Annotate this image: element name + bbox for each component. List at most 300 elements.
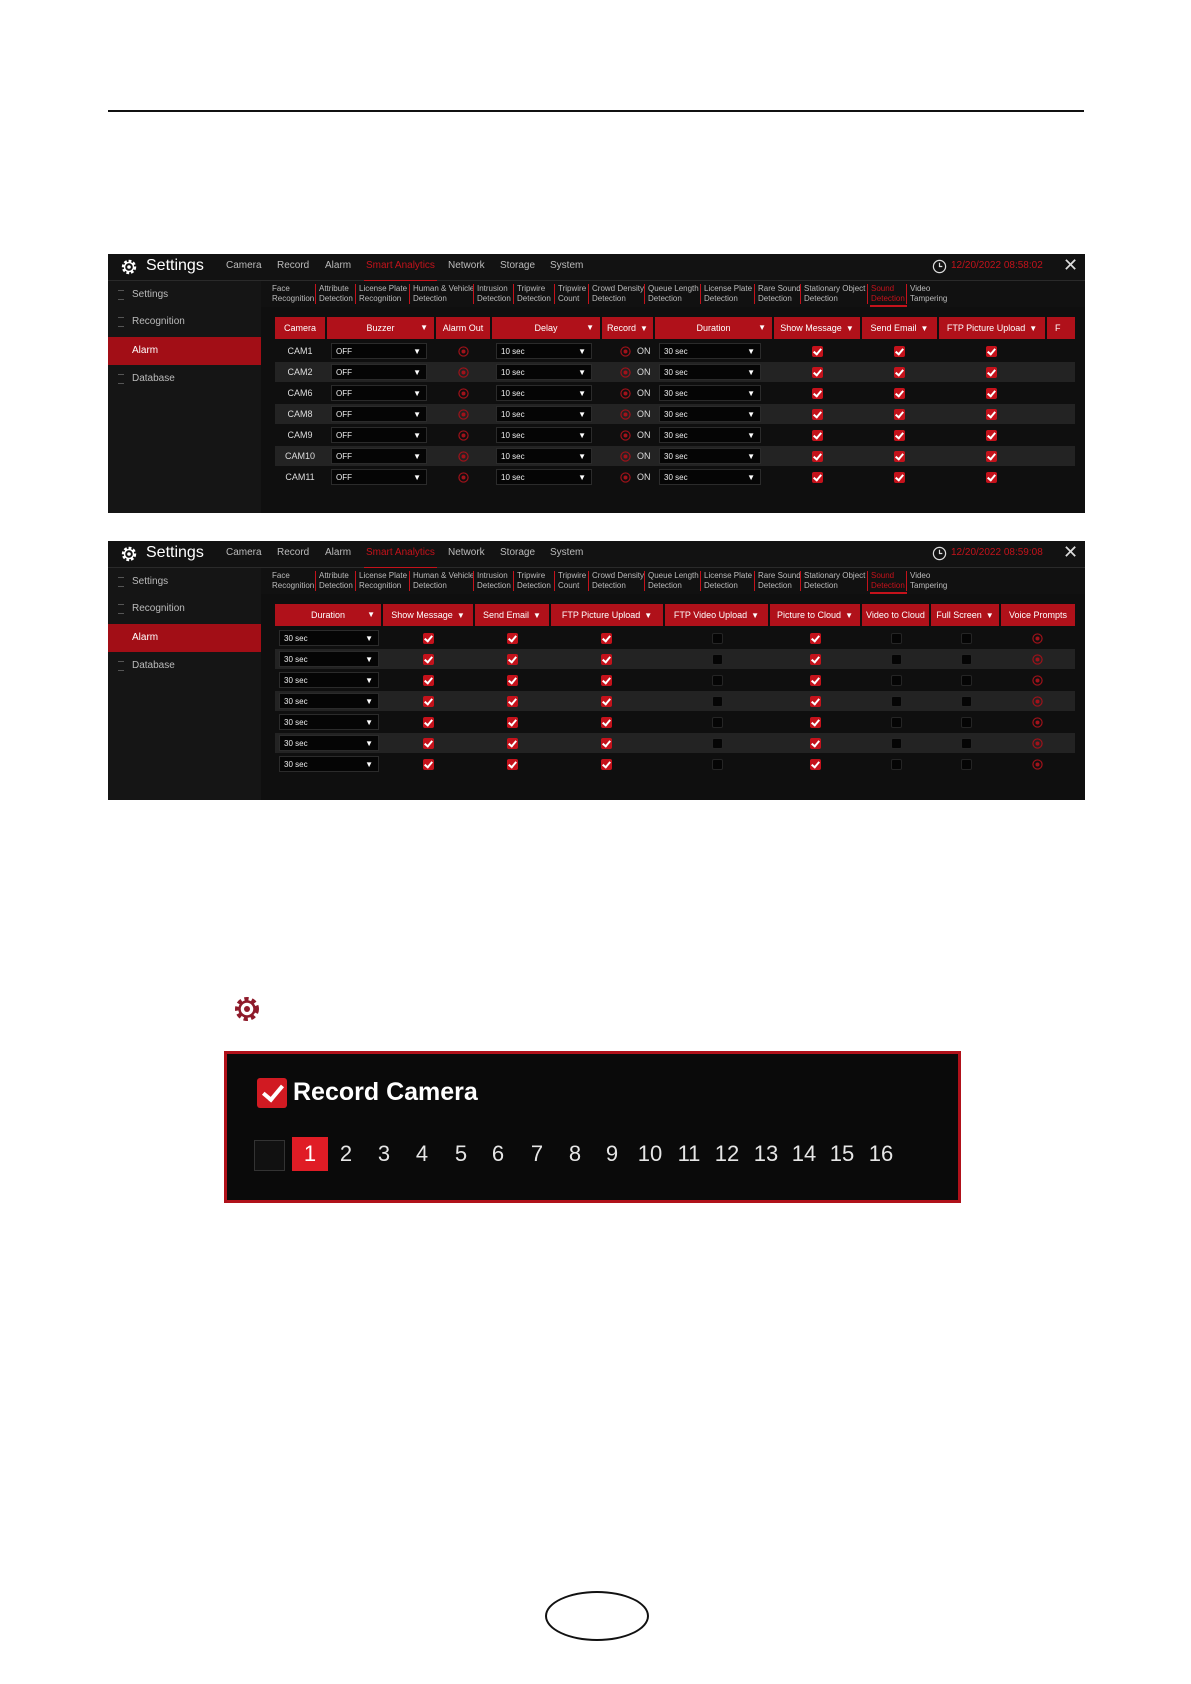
checkbox-checked[interactable] [423, 759, 434, 770]
dropdown-value: 10 sec [501, 389, 525, 398]
list-icon [118, 290, 124, 300]
list-icon [118, 317, 124, 327]
checkbox-checked[interactable] [986, 346, 997, 357]
col-record[interactable]: Record ▼ [602, 317, 653, 339]
table-row [275, 628, 1075, 648]
camera-number-14[interactable]: 14 [791, 1141, 817, 1166]
subtab-license-plate-recognition[interactable]: License Plate Recognition [355, 284, 407, 304]
alarm-out-icon[interactable] [1032, 717, 1043, 728]
checkbox-checked[interactable] [986, 472, 997, 483]
chevron-down-icon: ▼ [747, 452, 755, 461]
alarm-out-icon[interactable] [1032, 759, 1043, 770]
checkbox-unchecked[interactable] [961, 675, 972, 686]
tab-record[interactable]: Record [277, 260, 310, 271]
checkbox-checked[interactable] [986, 451, 997, 462]
chevron-down-icon: ▼ [365, 739, 373, 748]
gear-icon [120, 545, 138, 563]
col-camera: Camera [275, 317, 325, 339]
checkbox-checked[interactable] [507, 696, 518, 707]
col-send-email[interactable]: Send Email ▼ [862, 317, 937, 339]
settings-window-1 [108, 254, 1085, 513]
alarm-out-icon[interactable] [1032, 675, 1043, 686]
dropdown-value: 30 sec [284, 718, 308, 727]
subtab-attribute-detection[interactable]: Attribute Detection [315, 284, 353, 304]
alarm-out-icon[interactable] [458, 346, 469, 357]
tab-network[interactable]: Network [448, 547, 485, 558]
checkbox-checked[interactable] [812, 388, 823, 399]
subtab-tripwire-count[interactable]: Tripwire Count [554, 571, 586, 591]
alarm-out-icon[interactable] [620, 409, 631, 420]
checkbox-checked[interactable] [507, 654, 518, 665]
checkbox-checked[interactable] [601, 738, 612, 749]
buzzer-select[interactable] [331, 448, 427, 464]
checkbox-checked[interactable] [601, 759, 612, 770]
checkbox-checked[interactable] [894, 409, 905, 420]
subtab-crowd-density-detection[interactable]: Crowd Density Detection [588, 284, 644, 304]
alarm-out-icon[interactable] [620, 472, 631, 483]
chevron-down-icon: ▼ [413, 347, 421, 356]
tab-network[interactable]: Network [448, 260, 485, 271]
checkbox-unchecked[interactable] [961, 696, 972, 707]
checkbox-unchecked[interactable] [712, 633, 723, 644]
record-status: ON [637, 346, 651, 356]
alarm-out-icon[interactable] [458, 451, 469, 462]
camera-number-10[interactable]: 10 [637, 1141, 663, 1166]
checkbox-checked[interactable] [423, 717, 434, 728]
dropdown-value: 30 sec [284, 634, 308, 643]
checkbox-checked[interactable] [894, 430, 905, 441]
col-ftp-picture-upload[interactable]: FTP Picture Upload ▼ [939, 317, 1045, 339]
checkbox-unchecked[interactable] [712, 717, 723, 728]
clock-icon [932, 546, 947, 561]
table-row [275, 754, 1075, 774]
checkbox-unchecked[interactable] [891, 759, 902, 770]
dropdown-value: OFF [336, 389, 352, 398]
dropdown-value: OFF [336, 347, 352, 356]
checkbox-checked[interactable] [601, 696, 612, 707]
buzzer-select[interactable] [331, 427, 427, 443]
subtab-stationary-object-detection[interactable]: Stationary Object Detection [800, 571, 865, 591]
checkbox-checked[interactable] [894, 451, 905, 462]
alarm-out-icon[interactable] [458, 388, 469, 399]
chevron-down-icon: ▼ [747, 347, 755, 356]
chevron-down-icon: ▼ [578, 410, 586, 419]
sidebar-item-database[interactable]: Database [108, 652, 261, 680]
checkbox-checked[interactable] [812, 409, 823, 420]
checkbox-checked[interactable] [810, 654, 821, 665]
sidebar-item-alarm[interactable]: Alarm [108, 624, 261, 652]
tab-smart-analytics[interactable]: Smart Analytics [366, 547, 435, 558]
checkbox-unchecked[interactable] [961, 654, 972, 665]
duration-select[interactable] [279, 672, 379, 688]
chevron-down-icon: ▼ [413, 431, 421, 440]
checkbox-unchecked[interactable] [891, 675, 902, 686]
dropdown-value: 30 sec [664, 431, 688, 440]
checkbox-checked[interactable] [423, 696, 434, 707]
dropdown-value: 30 sec [664, 347, 688, 356]
duration-select[interactable] [659, 364, 761, 380]
checkbox-unchecked[interactable] [961, 633, 972, 644]
chevron-down-icon: ▼ [747, 368, 755, 377]
subtab-human-vehicle-detection[interactable]: Human & Vehicle Detection [409, 571, 474, 591]
checkbox-unchecked[interactable] [712, 738, 723, 749]
record-camera-checkbox[interactable] [257, 1078, 287, 1108]
chevron-down-icon: ▼ [365, 697, 373, 706]
dropdown-value: OFF [336, 368, 352, 377]
gear-icon [233, 995, 261, 1023]
checkbox-checked[interactable] [507, 633, 518, 644]
subtab-license-plate-detection[interactable]: License Plate Detection [700, 284, 752, 304]
record-status: ON [637, 472, 651, 482]
camera-number-12[interactable]: 12 [714, 1141, 740, 1166]
sidebar-item-recognition[interactable]: Recognition [108, 308, 261, 336]
list-icon [118, 577, 124, 587]
checkbox-checked[interactable] [812, 451, 823, 462]
chevron-down-icon: ▼ [578, 452, 586, 461]
delay-select[interactable] [496, 343, 592, 359]
col-buzzer[interactable]: Buzzer ▼ [327, 317, 434, 339]
col-send-email[interactable]: Send Email ▼ [475, 604, 549, 626]
table-row [275, 649, 1075, 669]
alarm-out-icon[interactable] [620, 451, 631, 462]
tab-camera[interactable]: Camera [226, 547, 262, 558]
dropdown-value: 10 sec [501, 431, 525, 440]
col-picture-to-cloud[interactable]: Picture to Cloud ▼ [770, 604, 860, 626]
record-camera-label: Record Camera [293, 1078, 478, 1106]
alarm-out-icon[interactable] [1032, 654, 1043, 665]
checkbox-checked[interactable] [423, 738, 434, 749]
checkbox-checked[interactable] [986, 409, 997, 420]
checkbox-checked[interactable] [601, 654, 612, 665]
dropdown-value: 30 sec [664, 473, 688, 482]
camera-number-3[interactable]: 3 [377, 1141, 391, 1166]
chevron-down-icon: ▼ [747, 431, 755, 440]
subtab-human-vehicle-detection[interactable]: Human & Vehicle Detection [409, 284, 474, 304]
checkbox-unchecked[interactable] [712, 696, 723, 707]
checkbox-unchecked[interactable] [712, 759, 723, 770]
dropdown-value: 30 sec [664, 368, 688, 377]
page-number-oval [545, 1591, 649, 1641]
table-row [275, 425, 1075, 445]
duration-select[interactable] [659, 469, 761, 485]
subtab-rare-sound-detection[interactable]: Rare Sound Detection [754, 571, 801, 591]
close-icon[interactable]: ✕ [1063, 255, 1079, 275]
dropdown-value: 30 sec [284, 655, 308, 664]
col-full-screen[interactable]: Full Screen ▼ [931, 604, 999, 626]
chevron-down-icon: ▼ [747, 473, 755, 482]
checkbox-checked[interactable] [986, 367, 997, 378]
camera-number-15[interactable]: 15 [829, 1141, 855, 1166]
list-icon [118, 374, 124, 384]
duration-select[interactable] [279, 651, 379, 667]
sidebar-item-database[interactable]: Database [108, 365, 261, 393]
alarm-out-icon[interactable] [1032, 633, 1043, 644]
col-duration[interactable]: Duration ▼ [275, 604, 381, 626]
delay-select[interactable] [496, 448, 592, 464]
chevron-down-icon: ▼ [578, 473, 586, 482]
checkbox-checked[interactable] [894, 346, 905, 357]
subtab-tripwire-count[interactable]: Tripwire Count [554, 284, 586, 304]
sub-tabs [261, 568, 1085, 594]
duration-select[interactable] [659, 448, 761, 464]
subtab-tripwire-detection[interactable]: Tripwire Detection [513, 284, 551, 304]
duration-select[interactable] [659, 427, 761, 443]
checkbox-checked[interactable] [507, 759, 518, 770]
checkbox-checked[interactable] [812, 430, 823, 441]
checkbox-checked[interactable] [810, 759, 821, 770]
checkbox-checked[interactable] [986, 430, 997, 441]
subtab-face-recognition[interactable]: Face Recognition [272, 571, 315, 590]
delay-select[interactable] [496, 427, 592, 443]
clock-icon [932, 259, 947, 274]
subtab-sound-detection[interactable]: Sound Detection [867, 571, 905, 591]
dropdown-value: 30 sec [664, 452, 688, 461]
tab-storage[interactable]: Storage [500, 547, 536, 558]
checkbox-checked[interactable] [894, 472, 905, 483]
subtab-rare-sound-detection[interactable]: Rare Sound Detection [754, 284, 801, 304]
list-icon [118, 604, 124, 614]
table-row [275, 404, 1075, 424]
delay-select[interactable] [496, 364, 592, 380]
sidebar-item-settings[interactable]: Settings [108, 568, 261, 596]
subtab-intrusion-detection[interactable]: Intrusion Detection [473, 284, 511, 304]
checkbox-unchecked[interactable] [891, 738, 902, 749]
subtab-stationary-object-detection[interactable]: Stationary Object Detection [800, 284, 865, 304]
checkbox-unchecked[interactable] [891, 696, 902, 707]
duration-select[interactable] [659, 385, 761, 401]
tab-camera[interactable]: Camera [226, 260, 262, 271]
tab-smart-analytics[interactable]: Smart Analytics [366, 260, 435, 271]
dropdown-value: 30 sec [284, 697, 308, 706]
dropdown-value: OFF [336, 431, 352, 440]
dropdown-value: 30 sec [664, 389, 688, 398]
buzzer-select[interactable] [331, 469, 427, 485]
record-status: ON [637, 367, 651, 377]
chevron-down-icon: ▼ [365, 718, 373, 727]
col-ftp-video-upload[interactable]: FTP Video Upload ▼ [665, 604, 768, 626]
alarm-out-icon[interactable] [458, 430, 469, 441]
select-all-checkbox[interactable] [254, 1140, 285, 1171]
camera-name: CAM2 [287, 367, 313, 377]
checkbox-checked[interactable] [810, 633, 821, 644]
buzzer-select[interactable] [331, 343, 427, 359]
buzzer-select[interactable] [331, 406, 427, 422]
dropdown-value: 10 sec [501, 347, 525, 356]
sidebar [108, 568, 261, 800]
camera-name: CAM11 [285, 472, 315, 482]
alarm-out-icon[interactable] [1032, 738, 1043, 749]
sidebar-item-alarm[interactable]: Alarm [108, 337, 261, 365]
subtab-intrusion-detection[interactable]: Intrusion Detection [473, 571, 511, 591]
camera-number-7[interactable]: 7 [530, 1141, 544, 1166]
subtab-video-tampering[interactable]: Video Tampering [906, 284, 947, 304]
settings-window-2 [108, 541, 1085, 800]
buzzer-select[interactable] [331, 385, 427, 401]
subtab-crowd-density-detection[interactable]: Crowd Density Detection [588, 571, 644, 591]
chevron-down-icon: ▼ [578, 347, 586, 356]
col-video-to-cloud: Video to Cloud [862, 604, 929, 626]
dropdown-value: OFF [336, 410, 352, 419]
camera-number-5[interactable]: 5 [454, 1141, 468, 1166]
checkbox-unchecked[interactable] [961, 717, 972, 728]
checkbox-checked[interactable] [423, 633, 434, 644]
tab-system[interactable]: System [550, 260, 584, 271]
delay-select[interactable] [496, 469, 592, 485]
checkbox-checked[interactable] [601, 633, 612, 644]
alarm-out-icon[interactable] [620, 430, 631, 441]
duration-select[interactable] [279, 693, 379, 709]
subtab-attribute-detection[interactable]: Attribute Detection [315, 571, 353, 591]
datetime-display: 12/20/2022 08:59:08 [951, 547, 1043, 558]
alarm-out-icon[interactable] [458, 472, 469, 483]
top-bar [108, 254, 1085, 281]
checkbox-unchecked[interactable] [712, 654, 723, 665]
checkbox-checked[interactable] [810, 675, 821, 686]
sub-tabs [261, 281, 1085, 307]
list-icon [118, 661, 124, 671]
camera-number-6[interactable]: 6 [491, 1141, 505, 1166]
duration-select[interactable] [279, 735, 379, 751]
duration-select[interactable] [279, 756, 379, 772]
tab-storage[interactable]: Storage [500, 260, 536, 271]
gear-icon [120, 258, 138, 276]
checkbox-unchecked[interactable] [961, 759, 972, 770]
dropdown-value: 10 sec [501, 473, 525, 482]
record-status: ON [637, 430, 651, 440]
checkbox-checked[interactable] [986, 388, 997, 399]
alarm-out-icon[interactable] [458, 409, 469, 420]
checkbox-checked[interactable] [812, 346, 823, 357]
chevron-down-icon: ▼ [413, 368, 421, 377]
chevron-down-icon: ▼ [747, 389, 755, 398]
dropdown-value: 10 sec [501, 368, 525, 377]
alarm-out-icon[interactable] [620, 367, 631, 378]
checkbox-checked[interactable] [894, 367, 905, 378]
chevron-down-icon: ▼ [578, 368, 586, 377]
table-row [275, 446, 1075, 466]
checkbox-checked[interactable] [507, 738, 518, 749]
alarm-out-icon[interactable] [1032, 696, 1043, 707]
table-row [275, 341, 1075, 361]
checkbox-checked[interactable] [810, 696, 821, 707]
checkbox-checked[interactable] [423, 654, 434, 665]
camera-number-8[interactable]: 8 [568, 1141, 582, 1166]
subtab-tripwire-detection[interactable]: Tripwire Detection [513, 571, 551, 591]
chevron-down-icon: ▼ [578, 389, 586, 398]
delay-select[interactable] [496, 406, 592, 422]
alarm-out-icon[interactable] [620, 346, 631, 357]
col-show-message[interactable]: Show Message ▼ [774, 317, 860, 339]
dropdown-value: 30 sec [664, 410, 688, 419]
camera-number-9[interactable]: 9 [605, 1141, 619, 1166]
table-row [275, 362, 1075, 382]
col-show-message[interactable]: Show Message ▼ [383, 604, 473, 626]
tab-system[interactable]: System [550, 547, 584, 558]
checkbox-checked[interactable] [812, 472, 823, 483]
checkbox-unchecked[interactable] [891, 633, 902, 644]
checkbox-checked[interactable] [810, 717, 821, 728]
chevron-down-icon: ▼ [365, 760, 373, 769]
camera-number-1[interactable]: 1 [292, 1137, 328, 1171]
close-icon[interactable]: ✕ [1063, 542, 1079, 562]
chevron-down-icon: ▼ [413, 389, 421, 398]
subtab-sound-detection[interactable]: Sound Detection [867, 284, 905, 304]
checkbox-unchecked[interactable] [891, 717, 902, 728]
record-status: ON [637, 388, 651, 398]
checkbox-checked[interactable] [601, 675, 612, 686]
checkbox-checked[interactable] [507, 717, 518, 728]
duration-select[interactable] [279, 630, 379, 646]
window-title: Settings [146, 544, 204, 561]
col-duration[interactable]: Duration ▼ [655, 317, 772, 339]
checkbox-checked[interactable] [423, 675, 434, 686]
checkbox-unchecked[interactable] [961, 738, 972, 749]
checkbox-unchecked[interactable] [712, 675, 723, 686]
chevron-down-icon: ▼ [413, 410, 421, 419]
camera-number-11[interactable]: 11 [677, 1141, 701, 1166]
col-ftp-picture-upload[interactable]: FTP Picture Upload ▼ [551, 604, 663, 626]
sidebar-item-recognition[interactable]: Recognition [108, 595, 261, 623]
tab-record[interactable]: Record [277, 547, 310, 558]
subtab-license-plate-detection[interactable]: License Plate Detection [700, 571, 752, 591]
tab-alarm[interactable]: Alarm [325, 547, 352, 558]
alarm-out-icon[interactable] [620, 388, 631, 399]
chevron-down-icon: ▼ [578, 431, 586, 440]
subtab-queue-length-detection[interactable]: Queue Length Detection [644, 571, 699, 591]
camera-name: CAM8 [287, 409, 313, 419]
buzzer-select[interactable] [331, 364, 427, 380]
camera-number-2[interactable]: 2 [339, 1141, 353, 1166]
checkbox-unchecked[interactable] [891, 654, 902, 665]
col-alarm-out: Alarm Out [436, 317, 490, 339]
checkbox-checked[interactable] [812, 367, 823, 378]
chevron-down-icon: ▼ [413, 452, 421, 461]
list-icon [118, 346, 124, 356]
delay-select[interactable] [496, 385, 592, 401]
record-status: ON [637, 409, 651, 419]
chevron-down-icon: ▼ [365, 655, 373, 664]
camera-number-13[interactable]: 13 [753, 1141, 779, 1166]
camera-name: CAM9 [287, 430, 313, 440]
checkbox-checked[interactable] [894, 388, 905, 399]
chevron-down-icon: ▼ [365, 634, 373, 643]
checkbox-checked[interactable] [507, 675, 518, 686]
table-row [275, 691, 1075, 711]
sidebar-item-settings[interactable]: Settings [108, 281, 261, 309]
tab-alarm[interactable]: Alarm [325, 260, 352, 271]
dropdown-value: 30 sec [284, 739, 308, 748]
camera-name: CAM10 [284, 451, 315, 461]
camera-name: CAM6 [287, 388, 313, 398]
checkbox-checked[interactable] [601, 717, 612, 728]
checkbox-checked[interactable] [810, 738, 821, 749]
table-row [275, 733, 1075, 753]
subtab-license-plate-recognition[interactable]: License Plate Recognition [355, 571, 407, 591]
duration-select[interactable] [279, 714, 379, 730]
record-camera-panel [224, 1051, 961, 1203]
col-delay[interactable]: Delay ▼ [492, 317, 600, 339]
subtab-face-recognition[interactable]: Face Recognition [272, 284, 315, 303]
camera-number-4[interactable]: 4 [415, 1141, 429, 1166]
alarm-out-icon[interactable] [458, 367, 469, 378]
camera-number-16[interactable]: 16 [868, 1141, 894, 1166]
dropdown-value: OFF [336, 452, 352, 461]
subtab-queue-length-detection[interactable]: Queue Length Detection [644, 284, 699, 304]
duration-select[interactable] [659, 406, 761, 422]
chevron-down-icon: ▼ [413, 473, 421, 482]
duration-select[interactable] [659, 343, 761, 359]
subtab-video-tampering[interactable]: Video Tampering [906, 571, 947, 591]
